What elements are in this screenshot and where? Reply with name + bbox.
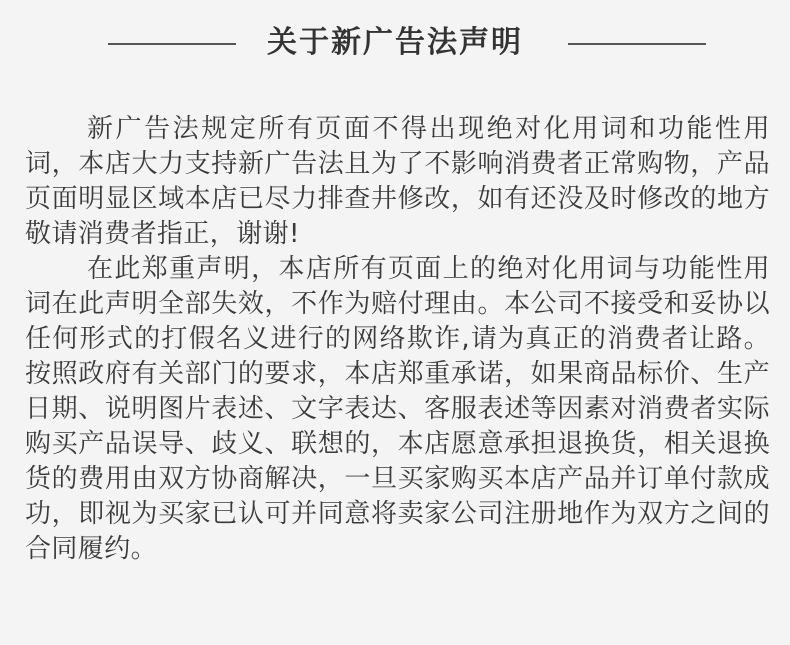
paragraph-1: 新广告法规定所有页面不得出现绝对化用词和功能性用词，本店大力支持新广告法且为了不影响消费者正常购物，产品页面明显区域本店已尽力排查井修改，如有还没及时修改的地方敬请消费者指正，谢谢! (25, 114, 770, 249)
page-title: 关于新广告法声明 (267, 25, 523, 60)
header (0, 18, 790, 68)
title-right-rule (568, 43, 706, 45)
statement-body (25, 112, 770, 567)
paragraph-2: 在此郑重声明，本店所有页面上的绝对化用词与功能性用词在此声明全部失效，不作为赔付理由。本公司不接受和妥协以任何形式的打假名义进行的网络欺诈,请为真正的消费者让路。按照政府有关部门的要求，本店郑重承诺，如果商品标价、生产日期、说明图片表述、文字表达、客服表述等因素对消费者实际购买产品误导、歧义、联想的，本店愿意承担退换货，相关退换货的费用由双方协商解决，一旦买家购买本店产品并订单付款成功，即视为买家已认可并同意将卖家公司注册地作为双方之间的合同履约。 (25, 254, 770, 564)
